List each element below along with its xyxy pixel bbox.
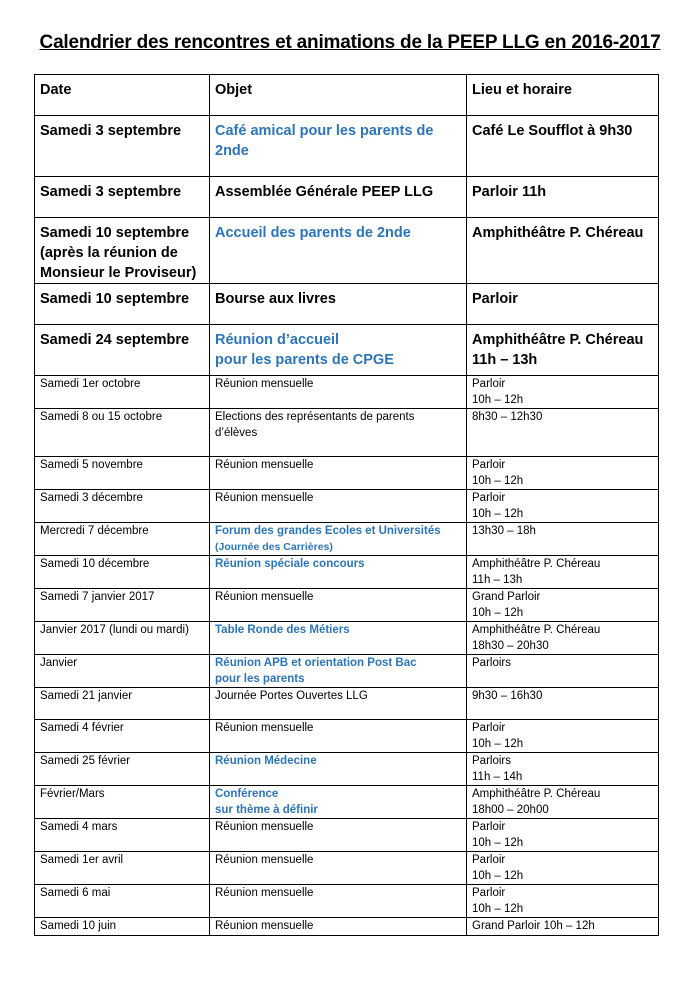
date-line: Janvier 2017 (lundi ou mardi) xyxy=(40,624,189,636)
table-row xyxy=(35,556,659,589)
date-line: Janvier xyxy=(40,657,78,669)
objet-line: Conférence xyxy=(215,788,279,800)
table-row xyxy=(35,720,659,753)
objet-line: pour les parents xyxy=(215,673,305,685)
table-row xyxy=(35,376,659,409)
objet-cell xyxy=(210,325,467,376)
objet-cell xyxy=(210,376,467,409)
objet-cell xyxy=(210,885,467,918)
objet-cell xyxy=(210,556,467,589)
table-row xyxy=(35,655,659,688)
objet-line: sur thème à définir xyxy=(215,804,318,816)
lieu-cell xyxy=(467,786,659,819)
objet-line: Réunion mensuelle xyxy=(215,722,314,734)
table-row xyxy=(35,852,659,885)
lieu-line: 10h – 12h xyxy=(472,508,524,520)
objet-line: Réunion mensuelle xyxy=(215,887,314,899)
date-cell xyxy=(35,177,210,218)
date-cell xyxy=(35,116,210,177)
date-cell xyxy=(35,753,210,786)
table-row xyxy=(35,284,659,325)
table-row xyxy=(35,753,659,786)
header-lieu: Lieu et horaire xyxy=(467,75,659,116)
lieu-line: 10h – 12h xyxy=(472,837,524,849)
date-line: Samedi 10 septembre xyxy=(40,291,190,307)
objet-line: Réunion mensuelle xyxy=(215,378,314,390)
lieu-line: Grand Parloir 10h – 12h xyxy=(472,920,595,932)
date-line: Samedi 1er octobre xyxy=(40,378,141,390)
date-cell xyxy=(35,376,210,409)
date-cell xyxy=(35,523,210,556)
lieu-line: Amphithéâtre P. Chéreau xyxy=(472,225,644,241)
date-cell xyxy=(35,457,210,490)
date-line: Samedi 4 février xyxy=(40,722,124,734)
table-row xyxy=(35,218,659,284)
date-line: (après la réunion de xyxy=(40,245,178,261)
lieu-line: 18h30 – 20h30 xyxy=(472,640,549,652)
lieu-cell xyxy=(467,376,659,409)
objet-line: d’élèves xyxy=(215,427,258,439)
objet-line: Accueil des parents de 2nde xyxy=(215,225,411,241)
header-row xyxy=(35,75,659,116)
date-line: Samedi 25 février xyxy=(40,755,131,767)
objet-line: Table Ronde des Métiers xyxy=(215,624,350,636)
objet-line: Réunion d’accueil xyxy=(215,332,340,348)
date-cell xyxy=(35,284,210,325)
date-line: Samedi 10 décembre xyxy=(40,558,150,570)
lieu-line: Parloir xyxy=(472,821,506,833)
lieu-line: Parloir xyxy=(472,492,506,504)
lieu-line: 10h – 12h xyxy=(472,738,524,750)
objet-cell xyxy=(210,523,467,556)
date-cell xyxy=(35,655,210,688)
date-cell xyxy=(35,885,210,918)
table-row xyxy=(35,589,659,622)
header-date: Date xyxy=(35,75,210,116)
lieu-line: Parloirs xyxy=(472,657,511,669)
lieu-line: 10h – 12h xyxy=(472,394,524,406)
lieu-line: 10h – 12h xyxy=(472,607,524,619)
lieu-cell xyxy=(467,409,659,457)
lieu-cell xyxy=(467,457,659,490)
date-line: Samedi 24 septembre xyxy=(40,332,190,348)
lieu-line: 9h30 – 16h30 xyxy=(472,690,543,702)
objet-line: Journée Portes Ouvertes LLG xyxy=(215,690,368,702)
date-line: Février/Mars xyxy=(40,788,105,800)
date-cell xyxy=(35,556,210,589)
lieu-line: Café Le Soufflot à 9h30 xyxy=(472,123,633,139)
objet-cell xyxy=(210,177,467,218)
objet-line: Réunion Médecine xyxy=(215,755,317,767)
lieu-cell xyxy=(467,218,659,284)
lieu-cell xyxy=(467,284,659,325)
date-line: Samedi 3 septembre xyxy=(40,123,182,139)
lieu-line: 10h – 12h xyxy=(472,475,524,487)
lieu-line: Parloirs xyxy=(472,755,511,767)
calendar-table xyxy=(34,74,659,936)
calendar-body xyxy=(35,75,659,936)
objet-line: pour les parents de CPGE xyxy=(215,352,394,368)
lieu-line: Parloir xyxy=(472,854,506,866)
lieu-cell xyxy=(467,589,659,622)
date-cell xyxy=(35,622,210,655)
table-row xyxy=(35,523,659,556)
date-cell xyxy=(35,819,210,852)
objet-line: 2nde xyxy=(215,143,249,159)
date-cell xyxy=(35,589,210,622)
objet-cell xyxy=(210,490,467,523)
objet-line: (Journée des Carrières) xyxy=(215,541,333,553)
lieu-line: 10h – 12h xyxy=(472,903,524,915)
lieu-cell xyxy=(467,688,659,720)
lieu-line: Grand Parloir xyxy=(472,591,541,603)
lieu-line: 10h – 12h xyxy=(472,870,524,882)
objet-line: Réunion mensuelle xyxy=(215,821,314,833)
date-line: Samedi 7 janvier 2017 xyxy=(40,591,155,603)
objet-line: Elections des représentants de parents xyxy=(215,411,415,423)
date-line: Samedi 6 mai xyxy=(40,887,111,899)
objet-cell xyxy=(210,688,467,720)
objet-cell xyxy=(210,852,467,885)
objet-line: Assemblée Générale PEEP LLG xyxy=(215,184,434,200)
lieu-cell xyxy=(467,116,659,177)
lieu-cell xyxy=(467,655,659,688)
table-row xyxy=(35,622,659,655)
date-line: Samedi 3 septembre xyxy=(40,184,182,200)
table-row xyxy=(35,688,659,720)
objet-cell xyxy=(210,218,467,284)
date-cell xyxy=(35,490,210,523)
lieu-line: 8h30 – 12h30 xyxy=(472,411,543,423)
lieu-line: 11h – 13h xyxy=(472,574,523,586)
lieu-line: 18h00 – 20h00 xyxy=(472,804,549,816)
header-objet: Objet xyxy=(210,75,467,116)
table-row xyxy=(35,490,659,523)
objet-cell xyxy=(210,819,467,852)
lieu-line: Parloir xyxy=(472,722,506,734)
objet-cell xyxy=(210,284,467,325)
lieu-cell xyxy=(467,885,659,918)
objet-line: Réunion mensuelle xyxy=(215,920,314,932)
table-row xyxy=(35,116,659,177)
lieu-cell xyxy=(467,325,659,376)
lieu-line: Amphithéâtre P. Chéreau xyxy=(472,558,601,570)
objet-line: Forum des grandes Ecoles et Universités xyxy=(215,525,441,537)
date-line: Samedi 1er avril xyxy=(40,854,124,866)
lieu-cell xyxy=(467,819,659,852)
lieu-line: 11h – 14h xyxy=(472,771,523,783)
date-cell xyxy=(35,852,210,885)
objet-cell xyxy=(210,753,467,786)
objet-cell xyxy=(210,409,467,457)
lieu-line: Amphithéâtre P. Chéreau xyxy=(472,332,644,348)
objet-cell xyxy=(210,457,467,490)
lieu-cell xyxy=(467,523,659,556)
date-cell xyxy=(35,325,210,376)
date-line: Samedi 3 décembre xyxy=(40,492,143,504)
table-row xyxy=(35,325,659,376)
date-line: Samedi 5 novembre xyxy=(40,459,143,471)
table-row xyxy=(35,918,659,936)
lieu-cell xyxy=(467,720,659,753)
date-cell xyxy=(35,688,210,720)
lieu-line: Parloir xyxy=(472,887,506,899)
lieu-line: Parloir xyxy=(472,459,506,471)
date-line: Samedi 10 juin xyxy=(40,920,117,932)
objet-line: Réunion mensuelle xyxy=(215,492,314,504)
objet-cell xyxy=(210,116,467,177)
date-line: Samedi 8 ou 15 octobre xyxy=(40,411,163,423)
table-row xyxy=(35,819,659,852)
lieu-line: Amphithéâtre P. Chéreau xyxy=(472,788,601,800)
objet-cell xyxy=(210,622,467,655)
objet-line: Bourse aux livres xyxy=(215,291,336,307)
lieu-cell xyxy=(467,753,659,786)
lieu-line: 13h30 – 18h xyxy=(472,525,536,537)
date-cell xyxy=(35,918,210,936)
objet-cell xyxy=(210,655,467,688)
table-row xyxy=(35,885,659,918)
lieu-cell xyxy=(467,556,659,589)
objet-cell xyxy=(210,589,467,622)
lieu-line: 11h – 13h xyxy=(472,352,538,368)
lieu-line: Parloir 11h xyxy=(472,184,547,200)
objet-line: Réunion spéciale concours xyxy=(215,558,365,570)
lieu-cell xyxy=(467,490,659,523)
table-row xyxy=(35,786,659,819)
date-cell xyxy=(35,786,210,819)
date-line: Samedi 21 janvier xyxy=(40,690,133,702)
table-row xyxy=(35,457,659,490)
lieu-cell xyxy=(467,852,659,885)
objet-line: Réunion mensuelle xyxy=(215,459,314,471)
date-line: Monsieur le Proviseur) xyxy=(40,265,197,281)
date-line: Samedi 4 mars xyxy=(40,821,118,833)
table-row xyxy=(35,409,659,457)
date-line: Mercredi 7 décembre xyxy=(40,525,149,537)
lieu-cell xyxy=(467,918,659,936)
date-cell xyxy=(35,409,210,457)
lieu-line: Parloir xyxy=(472,378,506,390)
objet-line: Réunion mensuelle xyxy=(215,854,314,866)
lieu-line: Amphithéâtre P. Chéreau xyxy=(472,624,601,636)
lieu-cell xyxy=(467,622,659,655)
objet-line: Réunion APB et orientation Post Bac xyxy=(215,657,417,669)
objet-line: Réunion mensuelle xyxy=(215,591,314,603)
date-cell xyxy=(35,720,210,753)
page-title: Calendrier des rencontres et animations de la PEEP LLG en 2016-2017 xyxy=(39,32,661,53)
objet-line: Café amical pour les parents de xyxy=(215,123,434,139)
table-row xyxy=(35,177,659,218)
objet-cell xyxy=(210,918,467,936)
lieu-line: Parloir xyxy=(472,291,518,307)
objet-cell xyxy=(210,786,467,819)
date-line: Samedi 10 septembre xyxy=(40,225,190,241)
date-cell xyxy=(35,218,210,284)
lieu-cell xyxy=(467,177,659,218)
objet-cell xyxy=(210,720,467,753)
